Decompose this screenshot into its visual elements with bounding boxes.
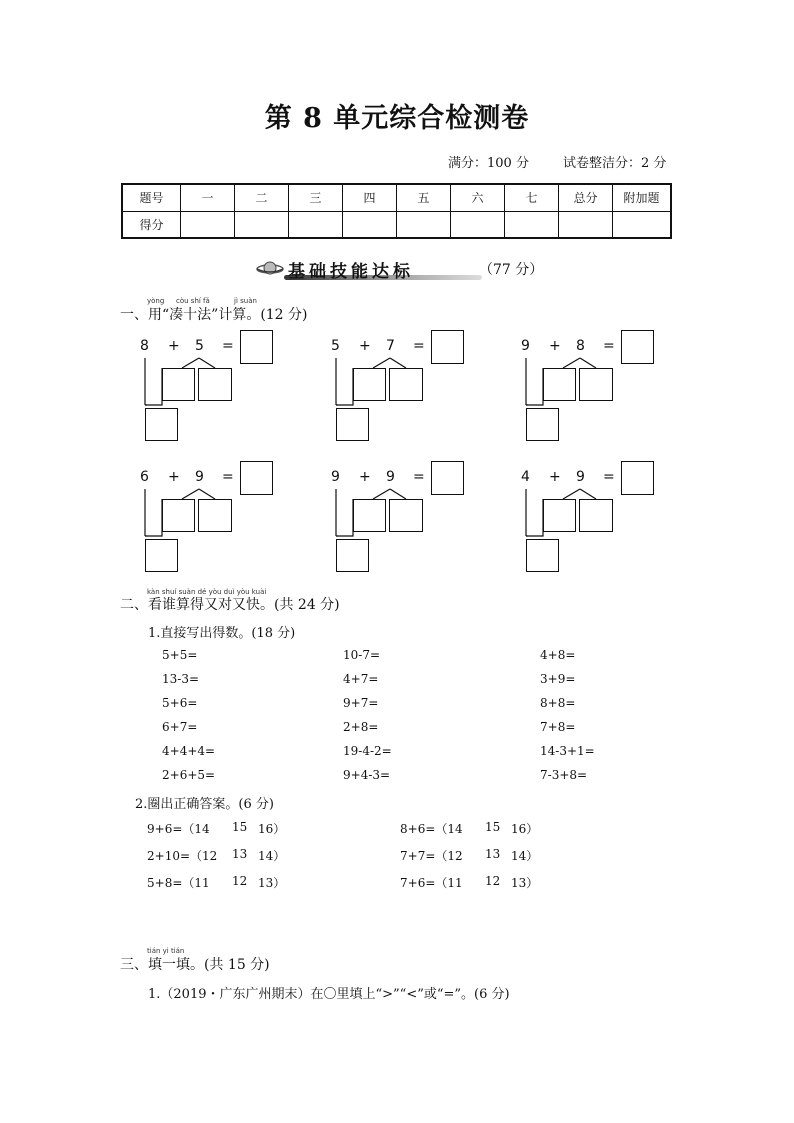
answer-box[interactable] (431, 461, 464, 495)
table-cell: 题号 (122, 184, 181, 211)
subsection-title: 1.直接写出得数。(18 分) (148, 626, 296, 641)
calc-item: 4+7= (343, 672, 379, 686)
addend-1: 9 (331, 469, 340, 485)
choice-option[interactable]: 15 (485, 820, 501, 834)
banner-title: 基础技能达标 (288, 262, 414, 282)
split-box-left[interactable] (353, 368, 386, 401)
pinyin: jì suàn (234, 297, 257, 305)
make-ten-problem (518, 461, 658, 576)
addend-1: 8 (140, 338, 149, 354)
equals-sign: = (603, 338, 615, 354)
calc-item: 8+8= (540, 696, 576, 710)
pinyin: tián yi tián (147, 947, 185, 955)
score-cell[interactable] (235, 211, 289, 238)
make-ten-problem (518, 330, 658, 445)
plus-sign: + (168, 469, 180, 485)
full-score: 满分：100 分 (448, 156, 529, 171)
split-box-left[interactable] (353, 499, 386, 532)
score-table (121, 183, 672, 239)
split-box-right[interactable] (389, 368, 423, 401)
calc-item: 2+6+5= (162, 768, 216, 782)
score-cell[interactable] (397, 211, 451, 238)
make-ten-problem (137, 461, 277, 576)
score-table-header-row (122, 184, 671, 211)
sum-box[interactable] (526, 408, 559, 441)
choice-equation: 9+6=（14 (147, 822, 210, 836)
section-1-title: 一、用“凑十法”计算。(12 分) (120, 307, 308, 323)
split-box-right[interactable] (198, 499, 232, 532)
addend-2: 5 (195, 338, 204, 354)
addend-1: 4 (521, 469, 530, 485)
addend-1: 9 (521, 338, 530, 354)
choice-option[interactable]: 16） (511, 822, 539, 836)
table-cell: 五 (397, 184, 451, 211)
calc-item: 4+8= (540, 648, 576, 662)
split-box-left[interactable] (162, 368, 195, 401)
pinyin: yòng (147, 297, 165, 305)
make-ten-problem (328, 330, 468, 445)
calc-item: 5+5= (162, 648, 198, 662)
answer-box[interactable] (240, 330, 273, 364)
table-cell: 七 (505, 184, 559, 211)
calc-item: 4+4+4= (162, 744, 216, 758)
equals-sign: = (413, 469, 425, 485)
score-cell[interactable] (613, 211, 672, 238)
score-table-score-row (122, 211, 671, 238)
plus-sign: + (549, 469, 561, 485)
pinyin: còu shí fǎ (176, 297, 210, 305)
calc-item: 9+7= (343, 696, 379, 710)
choice-option[interactable]: 12 (232, 874, 248, 888)
choice-option[interactable]: 12 (485, 874, 501, 888)
calc-item: 10-7= (343, 648, 381, 662)
make-ten-problem (137, 330, 277, 445)
score-cell[interactable] (451, 211, 505, 238)
choice-option[interactable]: 13 (232, 847, 248, 861)
answer-box[interactable] (431, 330, 464, 364)
plus-sign: + (168, 338, 180, 354)
split-box-left[interactable] (162, 499, 195, 532)
table-cell: 三 (289, 184, 343, 211)
calc-item: 2+8= (343, 720, 379, 734)
table-cell: 二 (235, 184, 289, 211)
score-cell[interactable] (289, 211, 343, 238)
choice-option[interactable]: 16） (258, 822, 286, 836)
equals-sign: = (603, 469, 615, 485)
equals-sign: = (222, 469, 234, 485)
neatness-score: 试卷整洁分：2 分 (563, 156, 667, 171)
choice-option[interactable]: 13） (511, 876, 539, 890)
answer-box[interactable] (621, 330, 654, 364)
calc-item: 5+6= (162, 696, 198, 710)
addend-2: 8 (576, 338, 585, 354)
split-box-right[interactable] (389, 499, 423, 532)
page-title: 第 8 单元综合检测卷 (264, 103, 530, 134)
addend-2: 9 (576, 469, 585, 485)
score-cell[interactable] (181, 211, 235, 238)
planet-icon (254, 257, 284, 279)
calc-item: 3+9= (540, 672, 576, 686)
section-2-title: 二、看谁算得又对又快。(共 24 分) (120, 597, 340, 613)
plus-sign: + (359, 338, 371, 354)
split-box-right[interactable] (198, 368, 232, 401)
addend-1: 6 (140, 469, 149, 485)
choice-option[interactable]: 13 (485, 847, 501, 861)
sum-box[interactable] (145, 539, 178, 572)
choice-option[interactable]: 13） (258, 876, 286, 890)
choice-option[interactable]: 14） (511, 849, 539, 863)
section-3-title: 三、填一填。(共 15 分) (120, 957, 270, 973)
sum-box[interactable] (526, 539, 559, 572)
addend-2: 7 (386, 338, 395, 354)
calc-item: 9+4-3= (343, 768, 391, 782)
calc-item: 19-4-2= (343, 744, 392, 758)
addend-1: 5 (331, 338, 340, 354)
subsection-title: 2.圈出正确答案。(6 分) (135, 797, 274, 812)
subsection-title: 1.（2019・广东广州期末）在〇里填上“>”“<”或“=”。(6 分) (148, 987, 510, 1002)
split-box-left[interactable] (543, 499, 576, 532)
sum-box[interactable] (145, 408, 178, 441)
table-cell: 四 (343, 184, 397, 211)
choice-equation: 7+7=（12 (400, 849, 463, 863)
split-box-left[interactable] (543, 368, 576, 401)
calc-item: 6+7= (162, 720, 198, 734)
make-ten-problem (328, 461, 468, 576)
calc-item: 14-3+1= (540, 744, 595, 758)
banner-score: （77 分） (479, 262, 544, 278)
table-cell: 一 (181, 184, 235, 211)
sum-box[interactable] (336, 539, 369, 572)
choice-equation: 2+10=（12 (147, 849, 218, 863)
table-cell: 六 (451, 184, 505, 211)
score-cell[interactable] (505, 211, 559, 238)
choice-option[interactable]: 15 (232, 820, 248, 834)
table-cell: 得分 (122, 211, 181, 238)
plus-sign: + (549, 338, 561, 354)
answer-box[interactable] (621, 461, 654, 495)
calc-item: 13-3= (162, 672, 200, 686)
addend-2: 9 (195, 469, 204, 485)
choice-equation: 7+6=（11 (400, 876, 463, 890)
addend-2: 9 (386, 469, 395, 485)
score-cell[interactable] (559, 211, 613, 238)
choice-equation: 8+6=（14 (400, 822, 463, 836)
equals-sign: = (222, 338, 234, 354)
split-box-right[interactable] (579, 499, 613, 532)
choice-option[interactable]: 14） (258, 849, 286, 863)
calc-item: 7+8= (540, 720, 576, 734)
sum-box[interactable] (336, 408, 369, 441)
pinyin: kàn shuí suàn dé yòu duì yòu kuài (147, 588, 267, 596)
table-cell: 总分 (559, 184, 613, 211)
choice-equation: 5+8=（11 (147, 876, 210, 890)
equals-sign: = (413, 338, 425, 354)
score-cell[interactable] (343, 211, 397, 238)
split-box-right[interactable] (579, 368, 613, 401)
answer-box[interactable] (240, 461, 273, 495)
table-cell: 附加题 (613, 184, 672, 211)
calc-item: 7-3+8= (540, 768, 588, 782)
plus-sign: + (359, 469, 371, 485)
